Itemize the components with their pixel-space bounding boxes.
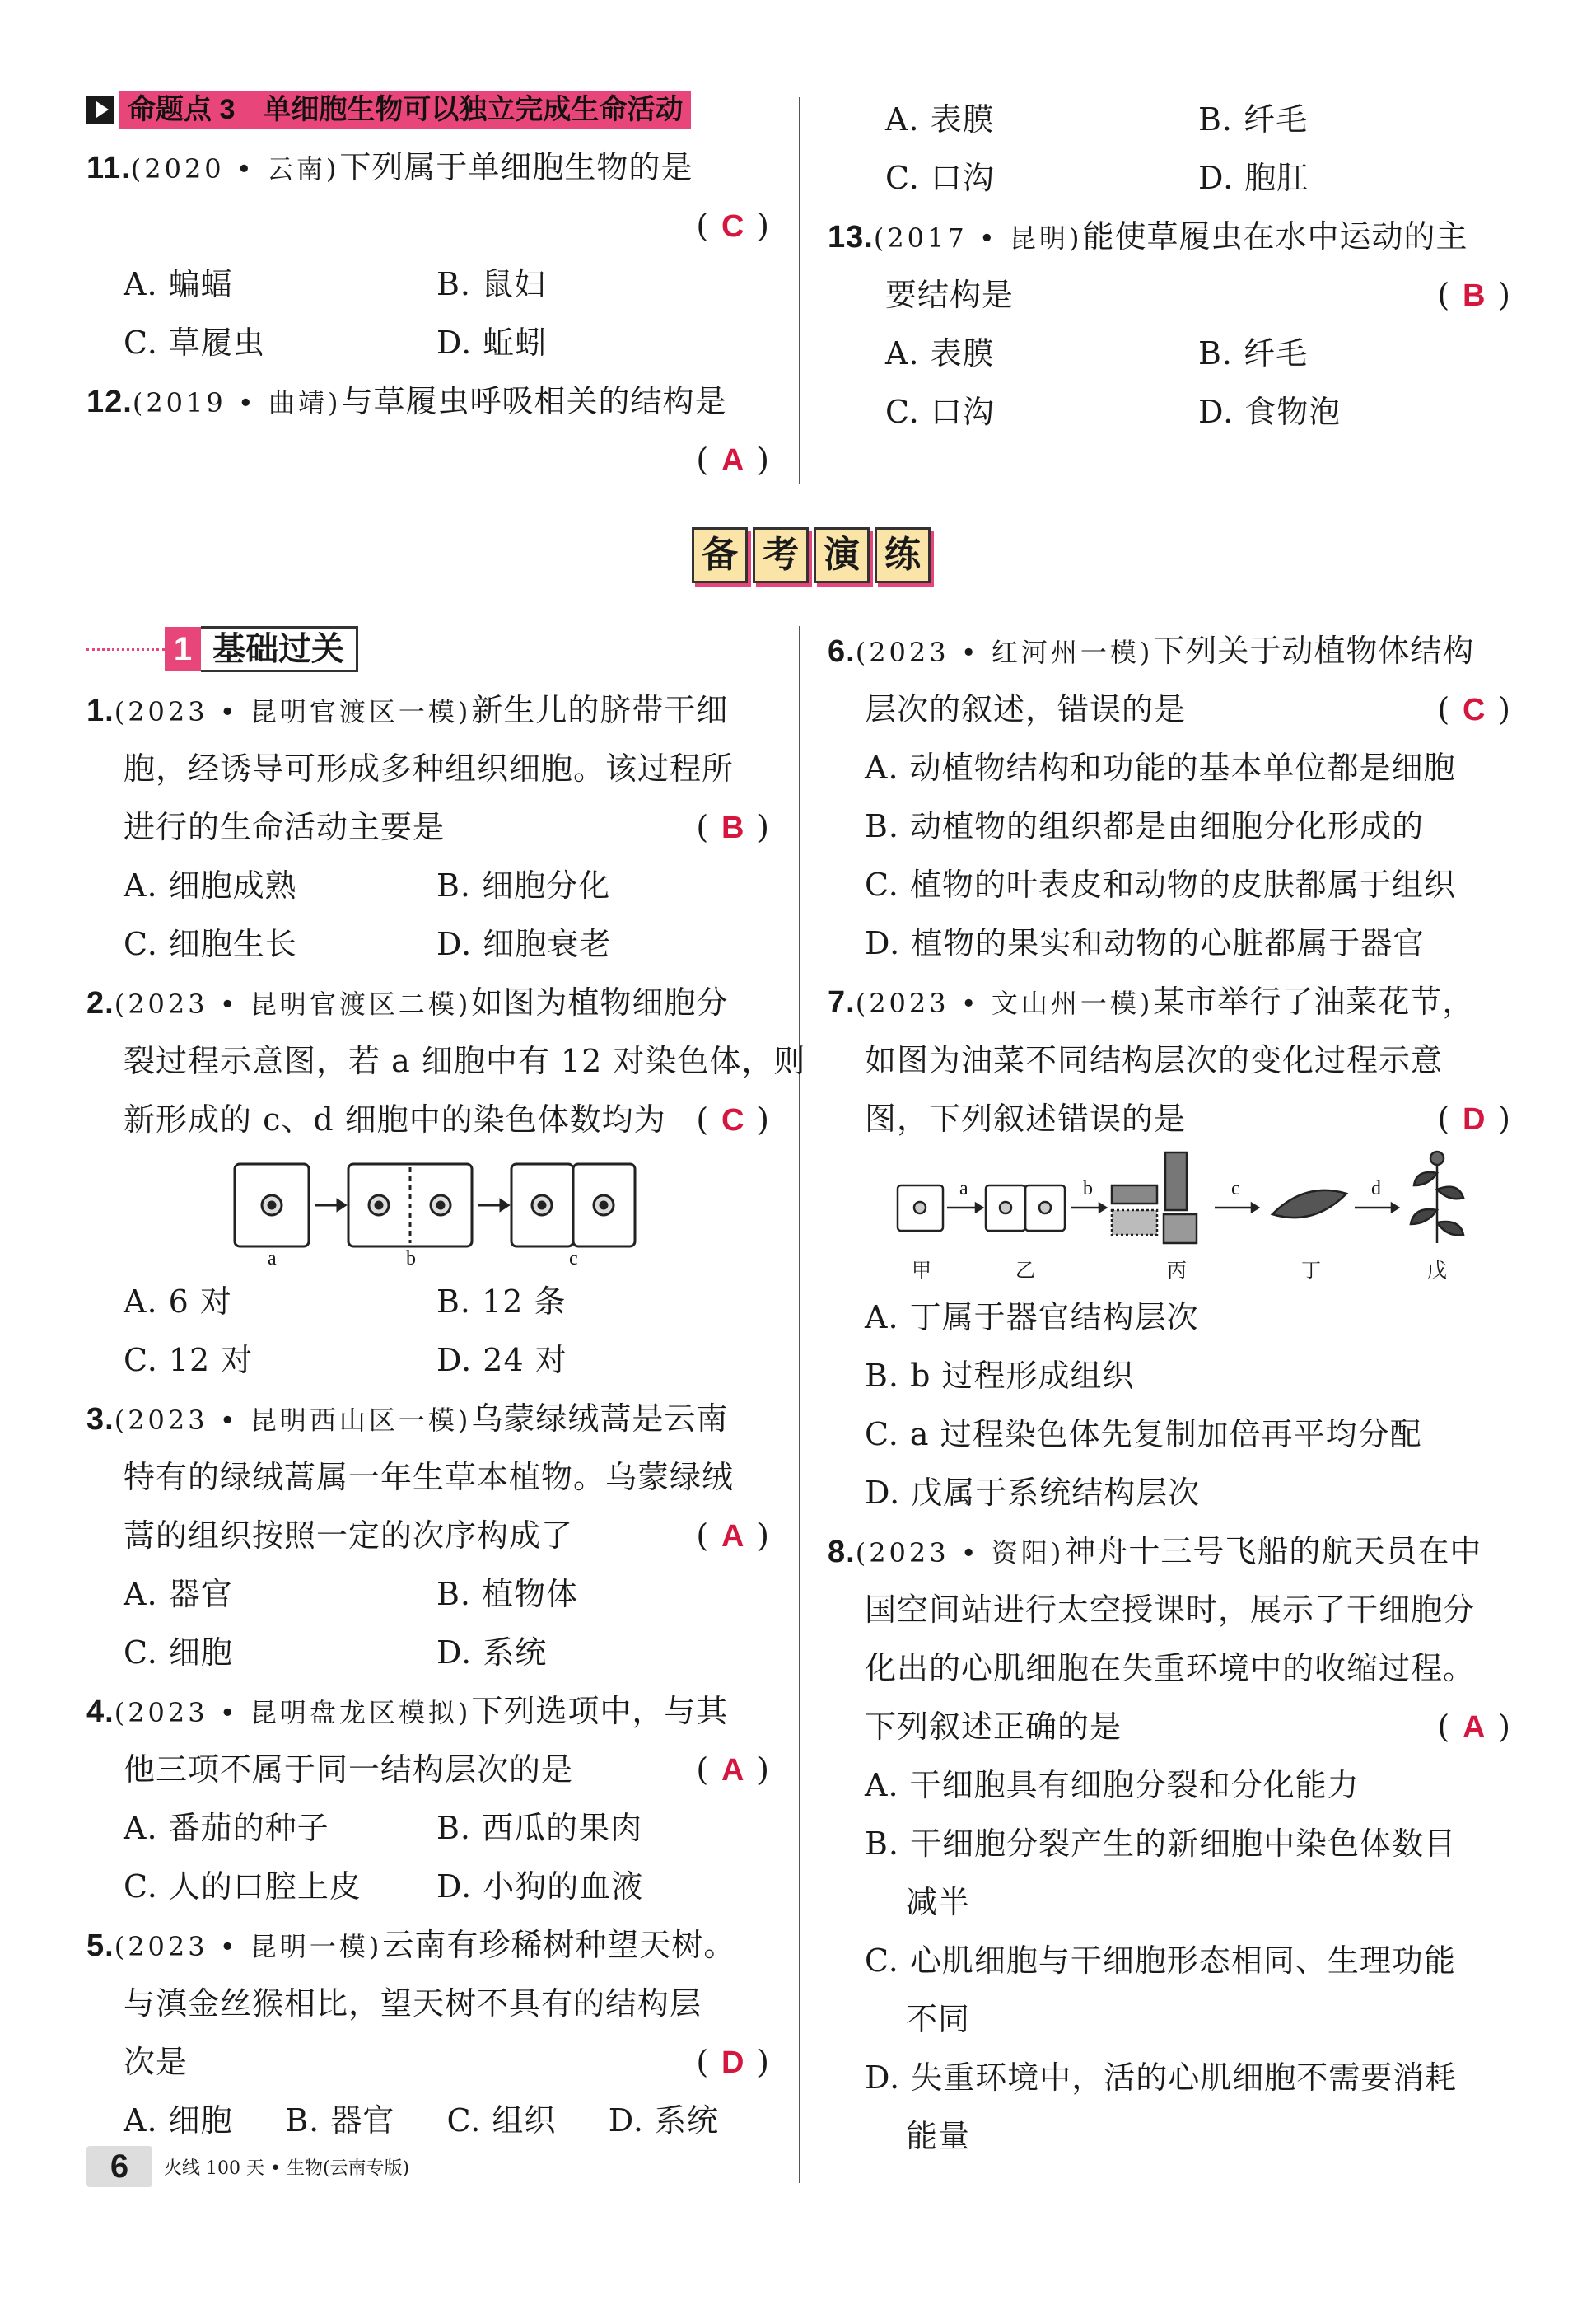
options-row: C. 口沟 D. 胞肛 bbox=[885, 160, 1309, 196]
topic-label: 命题点 3 单细胞生物可以独立完成生命活动 bbox=[119, 91, 691, 129]
options-row: A. 番茄的种子 B. 西瓜的果肉 bbox=[124, 1810, 643, 1846]
topic-header bbox=[86, 91, 770, 129]
options-row: C. 细胞生长 D. 细胞衰老 bbox=[124, 926, 612, 962]
answer-bracket: ( D ) bbox=[696, 2044, 770, 2080]
left-top-column bbox=[86, 91, 770, 489]
fig-label-b: b bbox=[406, 1248, 416, 1269]
play-triangle-icon bbox=[86, 96, 114, 124]
option: A. 干细胞具有细胞分裂和分化能力 bbox=[865, 1767, 1360, 1803]
answer-bracket: ( C ) bbox=[696, 208, 770, 244]
options-row: C. 口沟 D. 食物泡 bbox=[885, 394, 1342, 430]
fig-name-ding: 丁 bbox=[1301, 1260, 1321, 1282]
question-3: 3.(2023 • 昆明西山区一模)乌蒙绿绒蒿是云南 bbox=[86, 1400, 729, 1437]
fig-arrow-a: a bbox=[959, 1178, 968, 1199]
options-row: A. 细胞成熟 B. 细胞分化 bbox=[124, 867, 611, 904]
fig-label-a: a bbox=[268, 1248, 277, 1269]
option: D. 失重环境中，活的心肌细胞不需要消耗 bbox=[865, 2059, 1458, 2096]
option: D. 植物的果实和动物的心脏都属于器官 bbox=[865, 925, 1426, 961]
page-footer bbox=[86, 2146, 409, 2187]
question-4: 4.(2023 • 昆明盘龙区模拟)下列选项中，与其 bbox=[86, 1693, 729, 1729]
question-7: 7.(2023 • 文山州一模)某市举行了油菜花节， bbox=[828, 984, 1475, 1020]
question-11: 11.(2020 • 云南)下列属于单细胞生物的是 bbox=[86, 149, 693, 185]
question-8: 8.(2023 • 资阳)神舟十三号飞船的航天员在中 bbox=[828, 1533, 1482, 1569]
right-top-column: A. 表膜 B. 纤毛 C. 口沟 D. 胞肛 13.(2017 • 昆明)能使草履虫在水中运动的主 要结构是 ( B ) A. 表膜 B. 纤毛 C. 口沟 D. 食物泡 bbox=[828, 91, 1511, 442]
question-12: 12.(2019 • 曲靖)与草履虫呼吸相关的结构是 bbox=[86, 383, 727, 419]
answer-bracket: ( C ) bbox=[1437, 691, 1511, 727]
options-row: A. 细胞 B. 器官 C. 组织 D. 系统 bbox=[124, 2102, 720, 2139]
option: B. 动植物的组织都是由细胞分化形成的 bbox=[865, 808, 1425, 844]
options-row: C. 细胞 D. 系统 bbox=[124, 1634, 548, 1671]
right-bottom-column: 6.(2023 • 红河州一模)下列关于动植物体结构 层次的叙述，错误的是 ( C ) A. 动植物结构和功能的基本单位都是细胞 B. 动植物的组织都是由细胞分化形成的 C. 植物的叶表皮和动物的皮肤都属于组织 D. 植物的果实和动物的心脏都属于器官 7.(2023 • 文山州一模)某市举行了油菜花节， 如图为油菜不同结构层次的变化过程示意 图，下列叙述错误的是 ( D ) a b c d 甲 乙 丙 丁 戊 A. 丁属于器官结构层次 B. b 过程形成组织 C. a 过程染色体先复制加倍再平均分配 D. 戊属于系统结构层次 8.(2023 • 资阳)神舟十三号飞船的航天员在中 国空间站进行太空授课时，展示了干细胞分 化出的心肌细胞在失重环境中的收缩过程。 下列叙述正确的是 ( A ) A. 干细胞具有细胞分裂和分化能力 B. 干细胞分裂产生的新细胞中染色体数目 减半 C. 心肌细胞与干细胞形态相同、生理功能 不同 D. 失重环境中，活的心肌细胞不需要消耗 能量 bbox=[828, 622, 1511, 2166]
option: C. 植物的叶表皮和动物的皮肤都属于组织 bbox=[865, 867, 1456, 903]
options-row: A. 器官 B. 植物体 bbox=[124, 1576, 579, 1612]
option: B. 干细胞分裂产生的新细胞中染色体数目 bbox=[865, 1825, 1457, 1862]
column-divider-bottom bbox=[799, 626, 800, 2183]
option: C. a 过程染色体先复制加倍再平均分配 bbox=[865, 1416, 1422, 1452]
answer-bracket: ( A ) bbox=[696, 1751, 770, 1788]
option: B. b 过程形成组织 bbox=[865, 1358, 1135, 1394]
fig-name-bing: 丙 bbox=[1167, 1260, 1187, 1282]
option: A. 丁属于器官结构层次 bbox=[865, 1299, 1199, 1335]
cell-division-diagram bbox=[86, 1149, 770, 1273]
answer-bracket: ( A ) bbox=[696, 442, 770, 478]
question-2: 2.(2023 • 昆明官渡区二模)如图为植物细胞分 bbox=[86, 984, 729, 1021]
options-row: A. 蝙蝠 B. 鼠妇 bbox=[124, 266, 547, 302]
question-5: 5.(2023 • 昆明一模)云南有珍稀树种望天树。 bbox=[86, 1927, 736, 1963]
answer-bracket: ( C ) bbox=[696, 1101, 770, 1138]
section-banner: 备 考 演 练 bbox=[692, 527, 931, 583]
options-row: C. 草履虫 D. 蚯蚓 bbox=[124, 325, 548, 361]
options-row: C. 人的口腔上皮 D. 小狗的血液 bbox=[124, 1868, 644, 1905]
options-row: A. 表膜 B. 纤毛 bbox=[885, 101, 1309, 138]
options-row: C. 12 对 D. 24 对 bbox=[124, 1342, 567, 1378]
rapeseed-structure-figure bbox=[828, 1148, 1511, 1288]
page-number: 6 bbox=[86, 2146, 152, 2187]
fig-label-c: c bbox=[569, 1248, 578, 1269]
fig-arrow-d: d bbox=[1371, 1178, 1381, 1199]
option: D. 戊属于系统结构层次 bbox=[865, 1475, 1201, 1511]
column-divider-top bbox=[799, 97, 800, 484]
question-13: 13.(2017 • 昆明)能使草履虫在水中运动的主 bbox=[828, 218, 1468, 255]
question-6: 6.(2023 • 红河州一模)下列关于动植物体结构 bbox=[828, 633, 1475, 669]
options-row: A. 表膜 B. 纤毛 bbox=[885, 335, 1309, 372]
section-heading: 1 基础过关 bbox=[86, 622, 770, 676]
answer-bracket: ( A ) bbox=[1437, 1709, 1511, 1745]
cell-division-figure bbox=[86, 1149, 770, 1273]
left-bottom-column: 1 基础过关 1.(2023 • 昆明官渡区一模)新生儿的脐带干细 胞，经诱导可形成多种组织细胞。该过程所 进行的生命活动主要是 ( B ) A. 细胞成熟 B. 细胞分化 C. 细胞生长 D. 细胞衰老 2.(2023 • 昆明官渡区二模)如图为植物细胞分 裂过程示意图，若 a 细胞中有 12 对染色体，则 新形成的 c、d 细胞中的染色体数均为 ( C ) a b c A. 6 对 B. 12 条 C. 12 对 D. 24 对 3.(2023 • 昆明西山区一模)乌蒙绿绒蒿是云南 特有的绿绒蒿属一年生草本植物。乌蒙绿绒 蒿的组织按照一定的次序构成了 ( A ) A. 器官 B. 植物体 C. 细胞 D. 系统 4.(2023 • 昆明盘龙区模拟)下列选项中，与其 他三项不属于同一结构层次的是 ( A ) A. 番茄的种子 B. 西瓜的果肉 C. 人的口腔上皮 D. 小狗的血液 5.(2023 • 昆明一模)云南有珍稀树种望天树。 与滇金丝猴相比，望天树不具有的结构层 次是 ( D ) A. 细胞 B. 器官 C. 组织 D. 系统 bbox=[86, 622, 770, 2150]
fig-name-wu: 戊 bbox=[1427, 1260, 1447, 1282]
fig-name-jia: 甲 bbox=[912, 1260, 931, 1282]
answer-bracket: ( B ) bbox=[1437, 277, 1511, 313]
answer-bracket: ( A ) bbox=[696, 1517, 770, 1554]
fig-arrow-c: c bbox=[1231, 1178, 1240, 1199]
fig-name-yi: 乙 bbox=[1015, 1260, 1035, 1282]
fig-arrow-b: b bbox=[1083, 1178, 1093, 1199]
option: C. 心肌细胞与干细胞形态相同、生理功能 bbox=[865, 1942, 1456, 1979]
answer-bracket: ( B ) bbox=[696, 809, 770, 845]
book-title: 火线 100 天 • 生物(云南专版) bbox=[164, 2157, 410, 2179]
question-1: 1.(2023 • 昆明官渡区一模)新生儿的脐带干细 bbox=[86, 692, 729, 728]
answer-bracket: ( D ) bbox=[1437, 1101, 1511, 1137]
option: A. 动植物结构和功能的基本单位都是细胞 bbox=[865, 750, 1456, 786]
options-row: A. 6 对 B. 12 条 bbox=[124, 1283, 567, 1320]
